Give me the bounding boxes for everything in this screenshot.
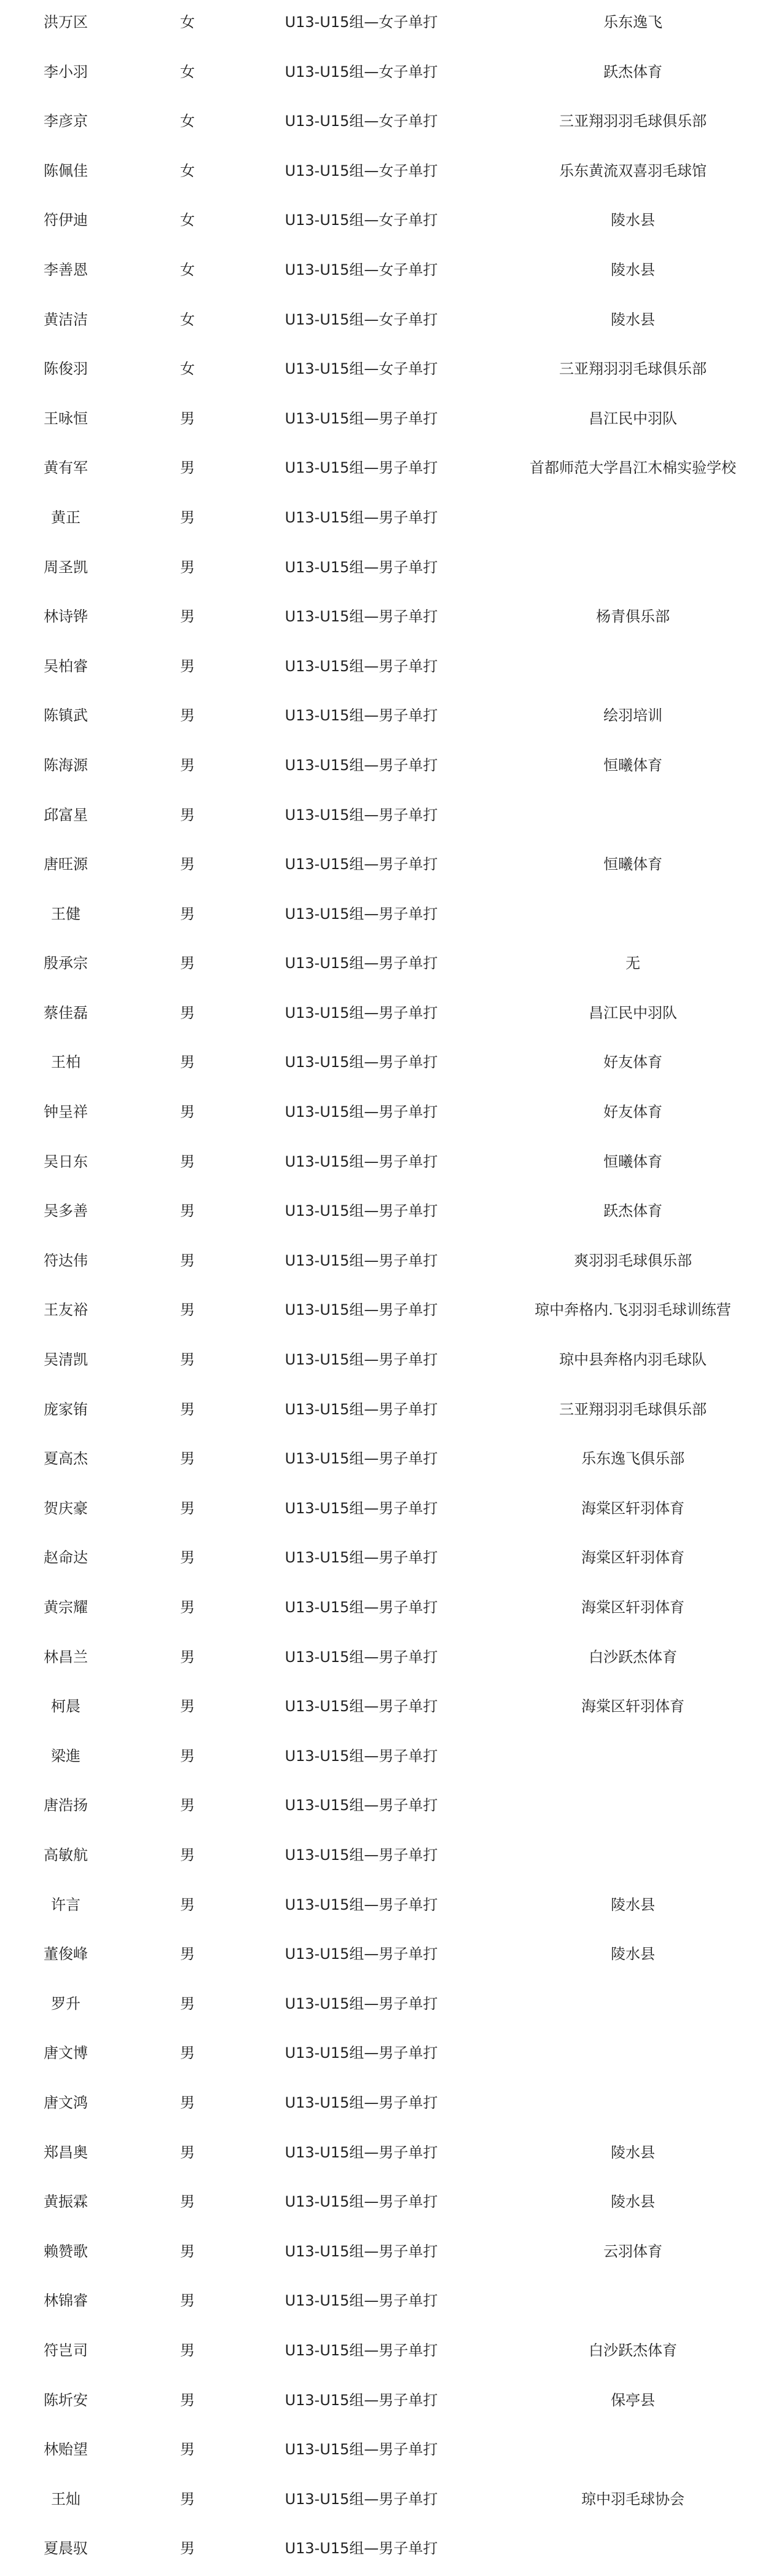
player-name: 黄振霖 bbox=[44, 2193, 88, 2211]
event-category: U13-U15组—男子单打 bbox=[284, 1648, 438, 1666]
event-category: U13-U15组—男子单打 bbox=[284, 2441, 438, 2459]
player-name: 王灿 bbox=[51, 2490, 80, 2508]
event-category: U13-U15组—男子单打 bbox=[284, 1549, 438, 1567]
player-gender: 男 bbox=[180, 657, 195, 675]
player-name: 唐文鸿 bbox=[44, 2093, 88, 2111]
player-club: 陵水县 bbox=[611, 1896, 655, 1913]
table-row bbox=[0, 1140, 773, 1189]
player-club: 海棠区轩羽体育 bbox=[581, 1499, 685, 1517]
player-name: 夏晨驭 bbox=[44, 2540, 88, 2558]
table-row bbox=[0, 1833, 773, 1883]
event-category: U13-U15组—男子单打 bbox=[284, 2391, 438, 2409]
event-category: U13-U15组—女子单打 bbox=[284, 14, 438, 31]
player-gender: 男 bbox=[180, 806, 195, 824]
player-gender: 男 bbox=[180, 2193, 195, 2211]
player-name: 邱富星 bbox=[44, 806, 88, 824]
event-category: U13-U15组—男子单打 bbox=[284, 657, 438, 675]
table-row bbox=[0, 198, 773, 248]
player-name: 王友裕 bbox=[44, 1301, 88, 1319]
table-row bbox=[0, 2427, 773, 2477]
event-category: U13-U15组—男子单打 bbox=[284, 1103, 438, 1121]
table-row bbox=[0, 1040, 773, 1090]
player-club: 乐东逸飞俱乐部 bbox=[581, 1450, 685, 1468]
player-name: 陈镇武 bbox=[44, 707, 88, 725]
player-name: 梁進 bbox=[51, 1747, 80, 1765]
player-club: 跃杰体育 bbox=[603, 63, 662, 81]
player-gender: 女 bbox=[180, 14, 195, 31]
player-club: 白沙跃杰体育 bbox=[589, 2341, 677, 2359]
event-category: U13-U15组—男子单打 bbox=[284, 1251, 438, 1269]
event-category: U13-U15组—男子单打 bbox=[284, 1499, 438, 1517]
player-gender: 女 bbox=[180, 211, 195, 229]
table-row bbox=[0, 2279, 773, 2328]
player-club: 琼中县奔格内羽毛球队 bbox=[559, 1351, 707, 1369]
table-row bbox=[0, 1783, 773, 1833]
player-club: 陵水县 bbox=[611, 310, 655, 328]
player-club: 无 bbox=[626, 955, 640, 972]
table-row bbox=[0, 1436, 773, 1486]
player-gender: 男 bbox=[180, 1202, 195, 1220]
player-club: 云羽体育 bbox=[603, 2242, 662, 2260]
event-category: U13-U15组—男子单打 bbox=[284, 1004, 438, 1022]
player-gender: 男 bbox=[180, 2093, 195, 2111]
player-name: 王咏恒 bbox=[44, 409, 88, 427]
player-name: 李彦京 bbox=[44, 112, 88, 130]
event-category: U13-U15组—男子单打 bbox=[284, 1054, 438, 1071]
table-row bbox=[0, 1585, 773, 1635]
player-club: 昌江民中羽队 bbox=[589, 409, 677, 427]
table-row bbox=[0, 50, 773, 100]
event-category: U13-U15组—男子单打 bbox=[284, 2044, 438, 2062]
event-category: U13-U15组—男子单打 bbox=[284, 1797, 438, 1814]
player-name: 许言 bbox=[51, 1896, 80, 1913]
table-row bbox=[0, 1486, 773, 1536]
player-club: 好友体育 bbox=[603, 1103, 662, 1121]
table-row bbox=[0, 1684, 773, 1734]
player-club: 陵水县 bbox=[611, 1945, 655, 1963]
player-club: 爽羽羽毛球俱乐部 bbox=[574, 1251, 692, 1269]
player-name: 赵命达 bbox=[44, 1549, 88, 1567]
table-row bbox=[0, 495, 773, 545]
player-name: 夏高杰 bbox=[44, 1450, 88, 1468]
player-club: 保亭县 bbox=[611, 2391, 655, 2409]
event-category: U13-U15组—男子单打 bbox=[284, 558, 438, 576]
player-gender: 男 bbox=[180, 1945, 195, 1963]
table-row bbox=[0, 149, 773, 199]
event-category: U13-U15组—男子单打 bbox=[284, 2143, 438, 2161]
player-club: 恒曦体育 bbox=[603, 756, 662, 774]
table-row bbox=[0, 941, 773, 991]
player-club: 白沙跃杰体育 bbox=[589, 1648, 677, 1666]
table-row bbox=[0, 2031, 773, 2081]
player-gender: 男 bbox=[180, 1499, 195, 1517]
player-name: 洪万区 bbox=[44, 14, 88, 31]
player-name: 贺庆豪 bbox=[44, 1499, 88, 1517]
player-name: 钟呈祥 bbox=[44, 1103, 88, 1121]
table-row bbox=[0, 793, 773, 843]
player-club: 琼中羽毛球协会 bbox=[581, 2490, 685, 2508]
player-gender: 女 bbox=[180, 162, 195, 179]
event-category: U13-U15组—男子单打 bbox=[284, 2540, 438, 2558]
player-name: 庞家铕 bbox=[44, 1400, 88, 1418]
player-name: 陈圻安 bbox=[44, 2391, 88, 2409]
player-club: 绘羽培训 bbox=[603, 707, 662, 725]
player-name: 吴清凯 bbox=[44, 1351, 88, 1369]
player-club: 陵水县 bbox=[611, 211, 655, 229]
table-row bbox=[0, 2081, 773, 2130]
player-name: 陈佩佳 bbox=[44, 162, 88, 179]
player-name: 唐文博 bbox=[44, 2044, 88, 2062]
player-name: 殷承宗 bbox=[44, 955, 88, 972]
player-gender: 男 bbox=[180, 1995, 195, 2012]
table-row bbox=[0, 743, 773, 793]
event-category: U13-U15组—女子单打 bbox=[284, 310, 438, 328]
player-gender: 男 bbox=[180, 2292, 195, 2310]
player-gender: 男 bbox=[180, 1450, 195, 1468]
event-category: U13-U15组—女子单打 bbox=[284, 162, 438, 179]
player-club: 海棠区轩羽体育 bbox=[581, 1599, 685, 1616]
table-row bbox=[0, 2328, 773, 2378]
table-row bbox=[0, 594, 773, 644]
table-row bbox=[0, 446, 773, 495]
table-row bbox=[0, 347, 773, 396]
event-category: U13-U15组—男子单打 bbox=[284, 2490, 438, 2508]
player-club: 陵水县 bbox=[611, 2143, 655, 2161]
player-gender: 男 bbox=[180, 1351, 195, 1369]
event-category: U13-U15组—男子单打 bbox=[284, 1896, 438, 1913]
event-category: U13-U15组—男子单打 bbox=[284, 1846, 438, 1864]
player-club: 海棠区轩羽体育 bbox=[581, 1698, 685, 1715]
player-name: 王健 bbox=[51, 905, 80, 923]
table-row bbox=[0, 1734, 773, 1784]
event-category: U13-U15组—男子单打 bbox=[284, 409, 438, 427]
event-category: U13-U15组—女子单打 bbox=[284, 112, 438, 130]
event-category: U13-U15组—男子单打 bbox=[284, 1351, 438, 1369]
table-row bbox=[0, 1337, 773, 1387]
event-category: U13-U15组—男子单打 bbox=[284, 1301, 438, 1319]
event-category: U13-U15组—男子单打 bbox=[284, 2093, 438, 2111]
event-category: U13-U15组—男子单打 bbox=[284, 1152, 438, 1170]
event-category: U13-U15组—男子单打 bbox=[284, 2242, 438, 2260]
table-row bbox=[0, 2526, 773, 2576]
event-category: U13-U15组—女子单打 bbox=[284, 360, 438, 378]
player-name: 柯晨 bbox=[51, 1698, 80, 1715]
player-name: 蔡佳磊 bbox=[44, 1004, 88, 1022]
player-club: 陵水县 bbox=[611, 261, 655, 278]
table-row bbox=[0, 2477, 773, 2527]
player-name: 黄正 bbox=[51, 508, 80, 526]
player-gender: 男 bbox=[180, 1400, 195, 1418]
event-category: U13-U15组—女子单打 bbox=[284, 261, 438, 278]
table-row bbox=[0, 1387, 773, 1437]
player-name: 黄有军 bbox=[44, 459, 88, 477]
player-gender: 男 bbox=[180, 558, 195, 576]
player-gender: 男 bbox=[180, 2391, 195, 2409]
player-club: 三亚翔羽羽毛球俱乐部 bbox=[559, 360, 707, 378]
table-row bbox=[0, 1982, 773, 2031]
player-gender: 男 bbox=[180, 1152, 195, 1170]
player-name: 林诗铧 bbox=[44, 608, 88, 626]
player-club: 首都师范大学昌江木棉实验学校 bbox=[530, 459, 736, 477]
event-category: U13-U15组—女子单打 bbox=[284, 211, 438, 229]
table-row bbox=[0, 644, 773, 694]
player-club: 恒曦体育 bbox=[603, 856, 662, 873]
table-row bbox=[0, 693, 773, 743]
player-gender: 男 bbox=[180, 1301, 195, 1319]
event-category: U13-U15组—男子单打 bbox=[284, 608, 438, 626]
player-name: 黄宗耀 bbox=[44, 1599, 88, 1616]
player-name: 唐浩扬 bbox=[44, 1797, 88, 1814]
event-category: U13-U15组—男子单打 bbox=[284, 707, 438, 725]
player-name: 吴柏睿 bbox=[44, 657, 88, 675]
player-club: 昌江民中羽队 bbox=[589, 1004, 677, 1022]
player-club: 跃杰体育 bbox=[603, 1202, 662, 1220]
event-category: U13-U15组—男子单打 bbox=[284, 905, 438, 923]
player-name: 李小羽 bbox=[44, 63, 88, 81]
player-name: 周圣凯 bbox=[44, 558, 88, 576]
player-name: 符岂司 bbox=[44, 2341, 88, 2359]
player-gender: 男 bbox=[180, 409, 195, 427]
event-category: U13-U15组—男子单打 bbox=[284, 2193, 438, 2211]
player-gender: 男 bbox=[180, 1054, 195, 1071]
player-gender: 男 bbox=[180, 2540, 195, 2558]
player-gender: 男 bbox=[180, 905, 195, 923]
event-category: U13-U15组—男子单打 bbox=[284, 1599, 438, 1616]
player-club: 三亚翔羽羽毛球俱乐部 bbox=[559, 1400, 707, 1418]
table-row bbox=[0, 2130, 773, 2180]
player-gender: 男 bbox=[180, 2490, 195, 2508]
player-name: 吴日东 bbox=[44, 1152, 88, 1170]
player-gender: 男 bbox=[180, 2441, 195, 2459]
player-name: 陈俊羽 bbox=[44, 360, 88, 378]
event-category: U13-U15组—女子单打 bbox=[284, 63, 438, 81]
event-category: U13-U15组—男子单打 bbox=[284, 459, 438, 477]
player-gender: 男 bbox=[180, 1599, 195, 1616]
player-name: 符达伟 bbox=[44, 1251, 88, 1269]
player-name: 唐旺源 bbox=[44, 856, 88, 873]
table-row bbox=[0, 1288, 773, 1337]
player-gender: 男 bbox=[180, 756, 195, 774]
player-club: 三亚翔羽羽毛球俱乐部 bbox=[559, 112, 707, 130]
player-gender: 男 bbox=[180, 856, 195, 873]
table-row bbox=[0, 1883, 773, 1932]
player-gender: 女 bbox=[180, 63, 195, 81]
table-row bbox=[0, 1535, 773, 1585]
table-row bbox=[0, 545, 773, 595]
event-category: U13-U15组—男子单打 bbox=[284, 1945, 438, 1963]
player-gender: 男 bbox=[180, 707, 195, 725]
table-row bbox=[0, 396, 773, 446]
player-gender: 男 bbox=[180, 1747, 195, 1765]
player-club: 海棠区轩羽体育 bbox=[581, 1549, 685, 1567]
player-name: 符伊迪 bbox=[44, 211, 88, 229]
table-row bbox=[0, 99, 773, 149]
player-gender: 男 bbox=[180, 508, 195, 526]
player-name: 王柏 bbox=[51, 1054, 80, 1071]
player-gender: 男 bbox=[180, 608, 195, 626]
table-row bbox=[0, 2378, 773, 2428]
player-club: 恒曦体育 bbox=[603, 1152, 662, 1170]
player-gender: 男 bbox=[180, 2044, 195, 2062]
table-row bbox=[0, 1090, 773, 1140]
player-gender: 男 bbox=[180, 1251, 195, 1269]
player-club: 琼中奔格内.飞羽羽毛球训练营 bbox=[535, 1301, 731, 1319]
event-category: U13-U15组—男子单打 bbox=[284, 1400, 438, 1418]
event-category: U13-U15组—男子单打 bbox=[284, 756, 438, 774]
player-gender: 女 bbox=[180, 310, 195, 328]
event-category: U13-U15组—男子单打 bbox=[284, 806, 438, 824]
table-row bbox=[0, 297, 773, 347]
event-category: U13-U15组—男子单打 bbox=[284, 856, 438, 873]
player-gender: 男 bbox=[180, 1797, 195, 1814]
table-row bbox=[0, 0, 773, 50]
player-name: 黄洁洁 bbox=[44, 310, 88, 328]
table-row bbox=[0, 892, 773, 942]
table-row bbox=[0, 2229, 773, 2279]
event-category: U13-U15组—男子单打 bbox=[284, 1202, 438, 1220]
event-category: U13-U15组—男子单打 bbox=[284, 1698, 438, 1715]
table-row bbox=[0, 1239, 773, 1288]
player-name: 罗升 bbox=[51, 1995, 80, 2012]
player-name: 吴多善 bbox=[44, 1202, 88, 1220]
table-row bbox=[0, 991, 773, 1041]
event-category: U13-U15组—男子单打 bbox=[284, 1995, 438, 2012]
player-gender: 女 bbox=[180, 360, 195, 378]
event-category: U13-U15组—男子单打 bbox=[284, 955, 438, 972]
player-gender: 男 bbox=[180, 1896, 195, 1913]
player-name: 董俊峰 bbox=[44, 1945, 88, 1963]
player-name: 林昌兰 bbox=[44, 1648, 88, 1666]
table-row bbox=[0, 1932, 773, 1982]
player-club: 好友体育 bbox=[603, 1054, 662, 1071]
event-category: U13-U15组—男子单打 bbox=[284, 1450, 438, 1468]
table-row bbox=[0, 842, 773, 892]
player-gender: 男 bbox=[180, 1004, 195, 1022]
player-name: 高敏航 bbox=[44, 1846, 88, 1864]
player-gender: 男 bbox=[180, 1549, 195, 1567]
player-gender: 女 bbox=[180, 112, 195, 130]
player-name: 李善恩 bbox=[44, 261, 88, 278]
player-gender: 男 bbox=[180, 459, 195, 477]
event-category: U13-U15组—男子单打 bbox=[284, 2292, 438, 2310]
player-gender: 男 bbox=[180, 2242, 195, 2260]
player-gender: 女 bbox=[180, 261, 195, 278]
event-category: U13-U15组—男子单打 bbox=[284, 1747, 438, 1765]
player-gender: 男 bbox=[180, 955, 195, 972]
player-name: 赖赞歌 bbox=[44, 2242, 88, 2260]
player-name: 陈海源 bbox=[44, 756, 88, 774]
player-gender: 男 bbox=[180, 1846, 195, 1864]
player-club: 乐东逸飞 bbox=[603, 14, 662, 31]
player-name: 郑昌奥 bbox=[44, 2143, 88, 2161]
player-name: 林锦睿 bbox=[44, 2292, 88, 2310]
player-gender: 男 bbox=[180, 2341, 195, 2359]
player-name: 林贻望 bbox=[44, 2441, 88, 2459]
player-gender: 男 bbox=[180, 2143, 195, 2161]
event-category: U13-U15组—男子单打 bbox=[284, 508, 438, 526]
player-club: 陵水县 bbox=[611, 2193, 655, 2211]
player-club: 杨青俱乐部 bbox=[596, 608, 670, 626]
player-gender: 男 bbox=[180, 1103, 195, 1121]
table-row bbox=[0, 1189, 773, 1239]
player-club: 乐东黄流双喜羽毛球馆 bbox=[559, 162, 707, 179]
table-row bbox=[0, 1635, 773, 1685]
player-gender: 男 bbox=[180, 1698, 195, 1715]
table-row bbox=[0, 248, 773, 297]
player-gender: 男 bbox=[180, 1648, 195, 1666]
table-row bbox=[0, 2180, 773, 2229]
event-category: U13-U15组—男子单打 bbox=[284, 2341, 438, 2359]
